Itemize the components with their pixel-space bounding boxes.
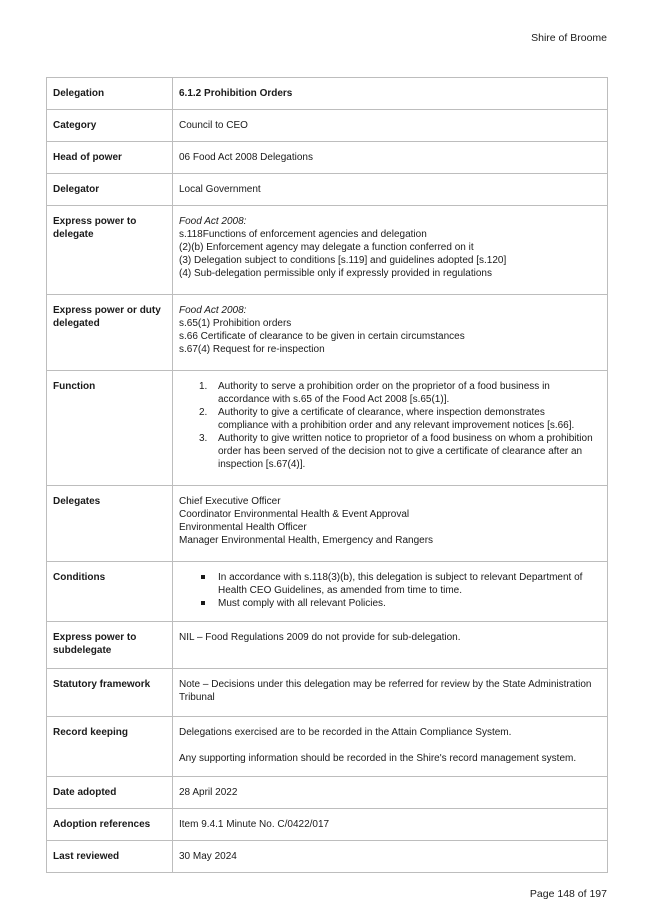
duty-line: s.66 Certificate of clearance to be given in certain circumstances <box>179 331 465 342</box>
condition-text: In accordance with s.118(3)(b), this delegation is subject to relevant Department of Health CEO Guidelines, as amended from time to time. <box>218 572 583 596</box>
row-express-power-to-subdelegate <box>47 622 608 669</box>
function-item-text: Authority to give written notice to proprietor of a food business on whom a prohibition order has been served of the decision not to give a certificate of clearance after an inspection [s.67(4)]. <box>218 433 593 470</box>
value-express-power-to-subdelegate: NIL – Food Regulations 2009 do not provide for sub-delegation. <box>173 622 608 669</box>
page-header: Shire of Broome <box>531 32 607 44</box>
row-delegation <box>47 78 608 110</box>
label-function: Function <box>47 371 173 486</box>
value-delegates <box>173 486 608 562</box>
label-conditions: Conditions <box>47 562 173 622</box>
row-conditions <box>47 562 608 622</box>
delegate-line: Environmental Health Officer <box>179 522 307 533</box>
value-record-keeping <box>173 717 608 777</box>
condition-item <box>179 571 601 597</box>
page-number: Page 148 of 197 <box>529 888 607 900</box>
row-date-adopted <box>47 777 608 809</box>
function-list <box>179 380 601 471</box>
value-express-power-or-duty-delegated <box>173 295 608 371</box>
duty-line: s.65(1) Prohibition orders <box>179 318 292 329</box>
delegate-line: Manager Environmental Health, Emergency and Rangers <box>179 535 434 546</box>
function-item <box>179 432 597 471</box>
value-last-reviewed: 30 May 2024 <box>173 841 608 873</box>
row-delegator <box>47 174 608 206</box>
spacer <box>179 739 601 752</box>
value-conditions <box>173 562 608 622</box>
label-adoption-references: Adoption references <box>47 809 173 841</box>
power-line: (2)(b) Enforcement agency may delegate a function conferred on it <box>179 242 474 253</box>
conditions-list <box>179 571 601 610</box>
power-line: (4) Sub-delegation permissible only if expressly provided in regulations <box>179 268 492 279</box>
row-delegates <box>47 486 608 562</box>
value-delegator: Local Government <box>173 174 608 206</box>
label-express-power-or-duty-delegated: Express power or duty delegated <box>47 295 173 371</box>
record-keeping-line: Delegations exercised are to be recorded in the Attain Compliance System. <box>179 727 512 738</box>
label-express-power-to-delegate: Express power to delegate <box>47 206 173 295</box>
label-statutory-framework: Statutory framework <box>47 669 173 717</box>
function-item-number: 1. <box>199 381 208 392</box>
label-category: Category <box>47 110 173 142</box>
act-name: Food Act 2008: <box>179 216 247 227</box>
value-delegation: 6.1.2 Prohibition Orders <box>173 78 608 110</box>
value-adoption-references: Item 9.4.1 Minute No. C/0422/017 <box>173 809 608 841</box>
value-function <box>173 371 608 486</box>
label-record-keeping: Record keeping <box>47 717 173 777</box>
value-category: Council to CEO <box>173 110 608 142</box>
label-delegator: Delegator <box>47 174 173 206</box>
power-line: (3) Delegation subject to conditions [s.119] and guidelines adopted [s.120] <box>179 255 507 266</box>
function-item <box>179 406 597 432</box>
row-function <box>47 371 608 486</box>
label-delegation: Delegation <box>47 78 173 110</box>
label-express-power-to-subdelegate: Express power to subdelegate <box>47 622 173 669</box>
label-last-reviewed: Last reviewed <box>47 841 173 873</box>
row-statutory-framework <box>47 669 608 717</box>
label-head-of-power: Head of power <box>47 142 173 174</box>
function-item-text: Authority to serve a prohibition order on the proprietor of a food business in accordance with s.65 of the Food Act 2008 [s.65(1)]. <box>218 381 550 405</box>
row-express-power-to-delegate <box>47 206 608 295</box>
act-name: Food Act 2008: <box>179 305 247 316</box>
row-adoption-references <box>47 809 608 841</box>
function-item-text: Authority to give a certificate of clearance, where inspection demonstrates compliance with a prohibition order and any relevant improvement notices [s.66]. <box>218 407 575 431</box>
value-date-adopted: 28 April 2022 <box>173 777 608 809</box>
row-category <box>47 110 608 142</box>
row-last-reviewed <box>47 841 608 873</box>
function-item-number: 2. <box>199 407 208 418</box>
row-express-power-or-duty-delegated <box>47 295 608 371</box>
delegation-table <box>46 77 608 873</box>
function-item-number: 3. <box>199 433 208 444</box>
bullet-icon <box>201 575 205 579</box>
delegate-line: Chief Executive Officer <box>179 496 281 507</box>
label-date-adopted: Date adopted <box>47 777 173 809</box>
condition-text: Must comply with all relevant Policies. <box>218 598 386 609</box>
value-head-of-power: 06 Food Act 2008 Delegations <box>173 142 608 174</box>
condition-item <box>179 597 601 610</box>
duty-line: s.67(4) Request for re-inspection <box>179 344 325 355</box>
value-express-power-to-delegate <box>173 206 608 295</box>
label-delegates: Delegates <box>47 486 173 562</box>
power-line: s.118Functions of enforcement agencies and delegation <box>179 229 427 240</box>
bullet-icon <box>201 601 205 605</box>
value-statutory-framework: Note – Decisions under this delegation may be referred for review by the State Administration Tribunal <box>173 669 608 717</box>
function-item <box>179 380 597 406</box>
delegate-line: Coordinator Environmental Health & Event Approval <box>179 509 410 520</box>
row-record-keeping <box>47 717 608 777</box>
record-keeping-line: Any supporting information should be recorded in the Shire's record management system. <box>179 753 577 764</box>
row-head-of-power <box>47 142 608 174</box>
